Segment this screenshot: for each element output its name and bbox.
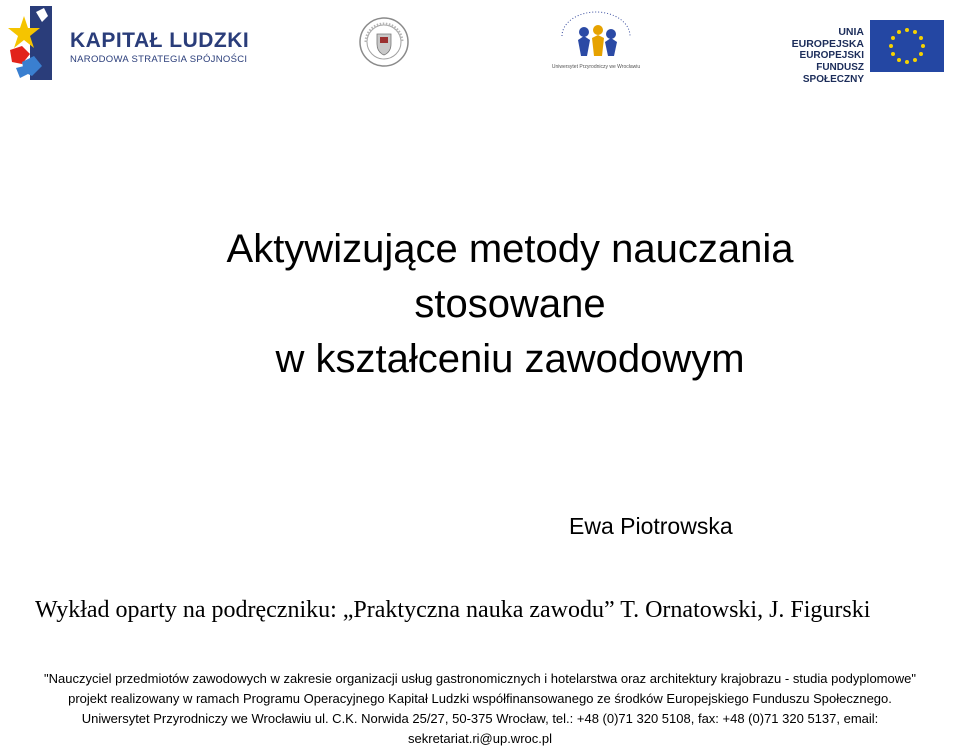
- footer-line-2: projekt realizowany w ramach Programu Operacyjnego Kapitał Ludzki współfinansowanego ze środków Europejskiego Funduszu Społecznego.: [68, 691, 892, 706]
- eu-line-3: FUNDUSZ SPOŁECZNY: [802, 62, 864, 85]
- title-line-1: Aktywizujące metody nauczania: [226, 227, 794, 271]
- logo-bar: [0, 0, 960, 88]
- eu-line-1: UNIA EUROPEJSKA: [791, 26, 864, 50]
- footer-line-3: Uniwersytet Przyrodniczy we Wrocławiu ul. C.K. Norwida 25/27, 50-375 Wrocław, tel.: +48 (0)71 320 5108, fax: +48 (0)71 320 5137, email:: [81, 711, 879, 726]
- nauczyciel-figures-icon: [548, 10, 644, 66]
- title-line-2: stosowane: [414, 282, 606, 326]
- university-seal-logo: [358, 16, 410, 68]
- kapital-ludzki-subtitle: NARODOWA STRATEGIA SPÓJNOŚCI: [70, 54, 248, 65]
- lecture-source: Wykład oparty na podręczniku: „Praktyczna nauka zawodu” T. Ornatowski, J. Figurski: [35, 597, 871, 623]
- kapital-ludzki-text: [70, 30, 249, 65]
- footer-line-1: "Nauczyciel przedmiotów zawodowych w zakresie organizacji usług gastronomicznych i hotelarstwa oraz architektury krajobrazu - studia podyplomowe": [44, 671, 916, 686]
- presentation-title: [0, 222, 960, 387]
- kapital-ludzki-star-icon: [2, 2, 64, 86]
- eu-text: [764, 26, 864, 86]
- footer-line-4: sekretariat.ri@up.wroc.pl: [408, 731, 552, 746]
- project-footer: [0, 669, 960, 749]
- eu-line-2: EUROPEJSKI: [799, 50, 864, 61]
- eu-efs-logo: [748, 8, 948, 85]
- nauczyciel-logo: [548, 10, 644, 80]
- author-name: Ewa Piotrowska: [569, 513, 733, 539]
- title-line-3: w kształceniu zawodowym: [275, 337, 745, 381]
- kapital-ludzki-logo: [0, 0, 250, 88]
- kapital-ludzki-title: KAPITAŁ LUDZKI: [70, 29, 250, 52]
- nauczyciel-caption: Uniwersytet Przyrodniczy we Wrocławiu: [551, 64, 641, 70]
- eu-flag-icon: [870, 20, 944, 72]
- seal-icon: [358, 16, 410, 68]
